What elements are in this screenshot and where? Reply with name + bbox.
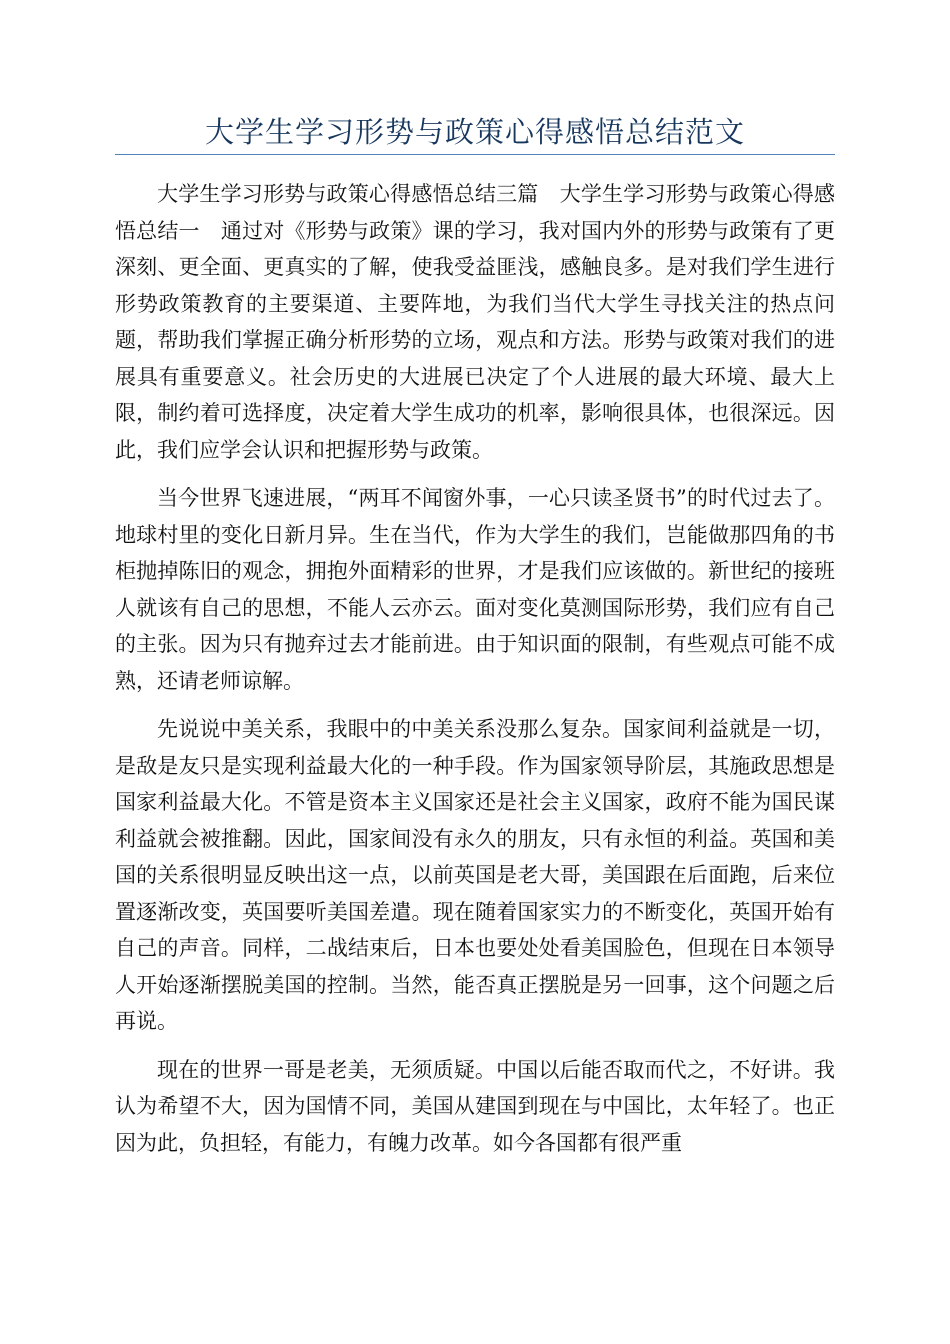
title-underline: [115, 154, 835, 155]
paragraph-3: 先说说中美关系，我眼中的中美关系没那么复杂。国家间利益就是一切，是敌是友只是实现利益最大化的一种手段。作为国家领导阶层，其施政思想是国家利益最大化。不管是资本主义国家还是社会主义国家，政府不能为国民谋利益就会被推翻。因此，国家间没有永久的朋友，只有永恒的利益。英国和美国的关系很明显反映出这一点，以前英国是老大哥，美国跟在后面跑，后来位置逐渐改变，英国要听美国差遣。现在随着国家实力的不断变化，英国开始有自己的声音。同样，二战结束后，日本也要处处看美国脸色，但现在日本领导人开始逐渐摆脱美国的控制。当然，能否真正摆脱是另一回事，这个问题之后再说。: [115, 717, 835, 1033]
paragraph-1: 大学生学习形势与政策心得感悟总结三篇 大学生学习形势与政策心得感悟总结一 通过对《形势与政策》课的学习，我对国内外的形势与政策有了更深刻、更全面、更真实的了解，使我受益匪浅，感触良多。是对我们学生进行形势政策教育的主要渠道、主要阵地，为我们当代大学生寻找关注的热点问题，帮助我们掌握正确分析形势的立场，观点和方法。形势与政策对我们的进展具有重要意义。社会历史的大进展已决定了个人进展的最大环境、最大上限，制约着可选择度，决定着大学生成功的机率，影响很具体，也很深远。因此，我们应学会认识和把握形势与政策。: [115, 182, 835, 462]
paragraph-2: 当今世界飞速进展，“两耳不闻窗外事，一心只读圣贤书”的时代过去了。地球村里的变化日新月异。生在当代，作为大学生的我们，岂能做那四角的书柜抛掉陈旧的观念，拥抱外面精彩的世界，才是我们应该做的。新世纪的接班人就该有自己的思想，不能人云亦云。面对变化莫测国际形势，我们应有自己的主张。因为只有抛弃过去才能前进。由于知识面的限制，有些观点可能不成熟，还请老师谅解。: [115, 486, 835, 693]
document-title: 大学生学习形势与政策心得感悟总结范文: [204, 115, 745, 149]
paragraph-4: 现在的世界一哥是老美，无须质疑。中国以后能否取而代之，不好讲。我认为希望不大，因为国情不同，美国从建国到现在与中国比，太年轻了。也正因为此，负担轻，有能力，有魄力改革。如今各国都有很严重: [115, 1057, 835, 1155]
document-body: [115, 176, 835, 1173]
